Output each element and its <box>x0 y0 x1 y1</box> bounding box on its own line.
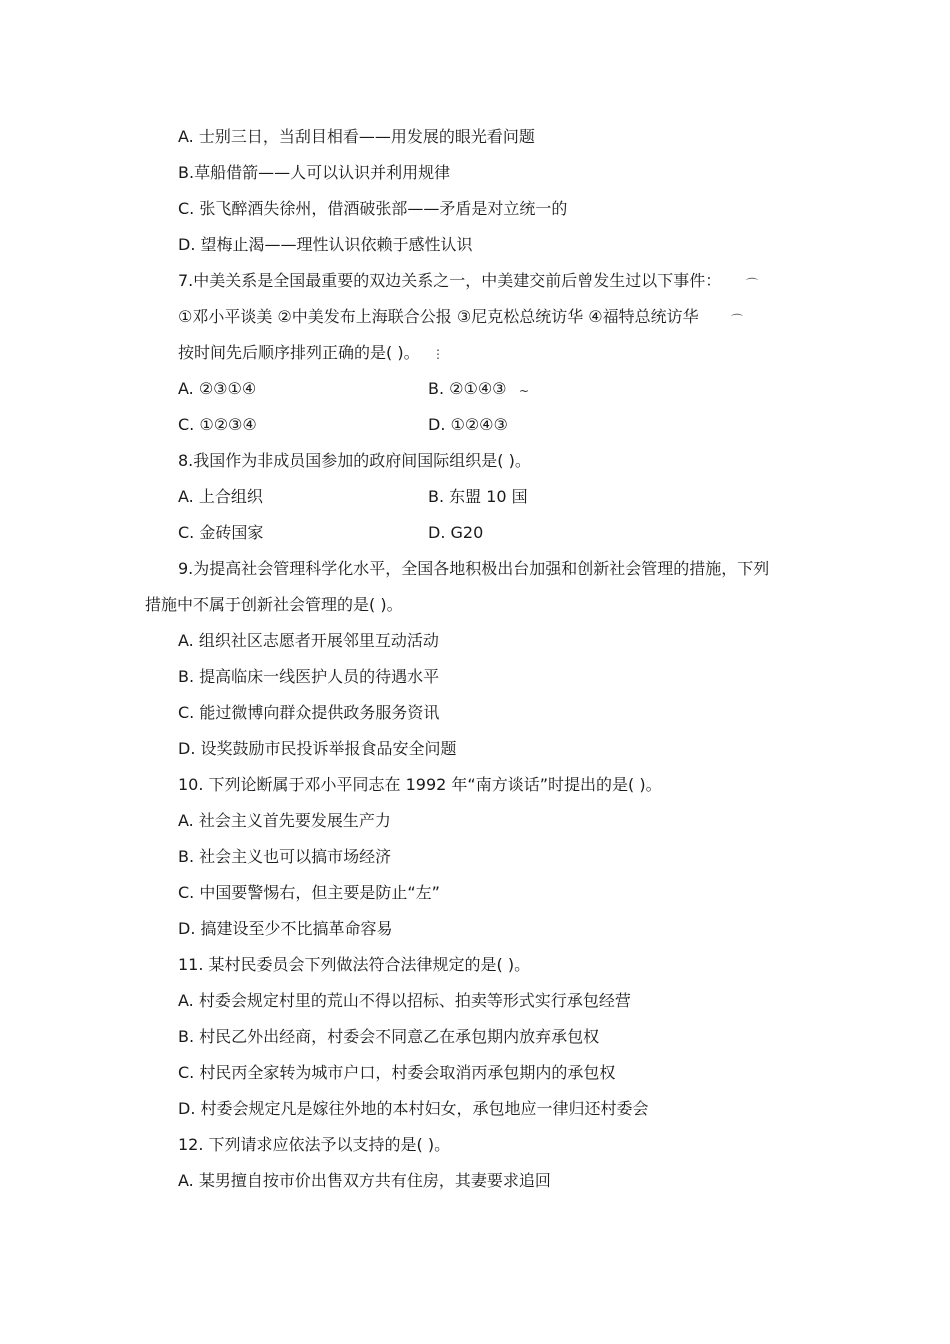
q7-option-d: D. ①②④③ <box>428 415 508 434</box>
q11-stem: 11. 某村民委员会下列做法符合法律规定的是( )。 <box>178 955 531 974</box>
q11-option-c: C. 村民丙全家转为城市户口，村委会取消丙承包期内的承包权 <box>178 1063 616 1082</box>
q8-option-c: C. 金砖国家 <box>178 523 264 542</box>
q6-option-a: A. 士别三日，当刮目相看——用发展的眼光看问题 <box>178 127 535 146</box>
q9-stem-line2: 措施中不属于创新社会管理的是( )。 <box>145 595 403 614</box>
q10-option-c: C. 中国要警惕右，但主要是防止“左” <box>178 883 440 902</box>
q9-option-d: D. 设奖鼓励市民投诉举报食品安全问题 <box>178 739 457 758</box>
q9-option-a: A. 组织社区志愿者开展邻里互动活动 <box>178 631 439 650</box>
scan-mark-icon: ⋮ <box>432 347 444 361</box>
q8-option-d: D. G20 <box>428 523 484 542</box>
q7-option-a: A. ②③①④ <box>178 379 257 398</box>
q6-option-d: D. 望梅止渴——理性认识依赖于感性认识 <box>178 235 473 254</box>
q12-stem: 12. 下列请求应依法予以支持的是( )。 <box>178 1135 451 1154</box>
q10-option-b: B. 社会主义也可以搞市场经济 <box>178 847 392 866</box>
q7-stem: 7.中美关系是全国最重要的双边关系之一，中美建交前后曾发生过以下事件： <box>178 271 722 290</box>
q11-option-d: D. 村委会规定凡是嫁往外地的本村妇女，承包地应一律归还村委会 <box>178 1099 649 1118</box>
q12-option-a: A. 某男擅自按市价出售双方共有住房，其妻要求追回 <box>178 1171 551 1190</box>
q9-stem-line1: 9.为提高社会管理科学化水平，全国各地积极出台加强和创新社会管理的措施，下列 <box>178 559 770 578</box>
q7-option-b: B. ②①④③ <box>428 379 507 398</box>
q8-option-a: A. 上合组织 <box>178 487 263 506</box>
scan-mark-icon: ~ <box>519 384 530 398</box>
scan-mark-icon: ⌒ <box>731 313 744 327</box>
q7-ask: 按时间先后顺序排列正确的是( )。 <box>178 343 420 362</box>
q10-stem: 10. 下列论断属于邓小平同志在 1992 年“南方谈话”时提出的是( )。 <box>178 775 662 794</box>
q10-option-d: D. 搞建设至少不比搞革命容易 <box>178 919 393 938</box>
q6-option-c: C. 张飞醉酒失徐州，借酒破张部——矛盾是对立统一的 <box>178 199 568 218</box>
q8-option-b: B. 东盟 10 国 <box>428 487 528 506</box>
scan-mark-icon: ⌒ <box>746 277 759 291</box>
q11-option-a: A. 村委会规定村里的荒山不得以招标、拍卖等形式实行承包经营 <box>178 991 631 1010</box>
q6-option-b: B.草船借箭——人可以认识并利用规律 <box>178 163 451 182</box>
q7-events: ①邓小平谈美 ②中美发布上海联合公报 ③尼克松总统访华 ④福特总统访华 <box>178 307 699 326</box>
q7-option-c: C. ①②③④ <box>178 415 257 434</box>
q9-option-b: B. 提高临床一线医护人员的待遇水平 <box>178 667 440 686</box>
q8-stem: 8.我国作为非成员国参加的政府间国际组织是( )。 <box>178 451 531 470</box>
q10-option-a: A. 社会主义首先要发展生产力 <box>178 811 391 830</box>
q11-option-b: B. 村民乙外出经商，村委会不同意乙在承包期内放弃承包权 <box>178 1027 600 1046</box>
q9-option-c: C. 能过微博向群众提供政务服务资讯 <box>178 703 440 722</box>
